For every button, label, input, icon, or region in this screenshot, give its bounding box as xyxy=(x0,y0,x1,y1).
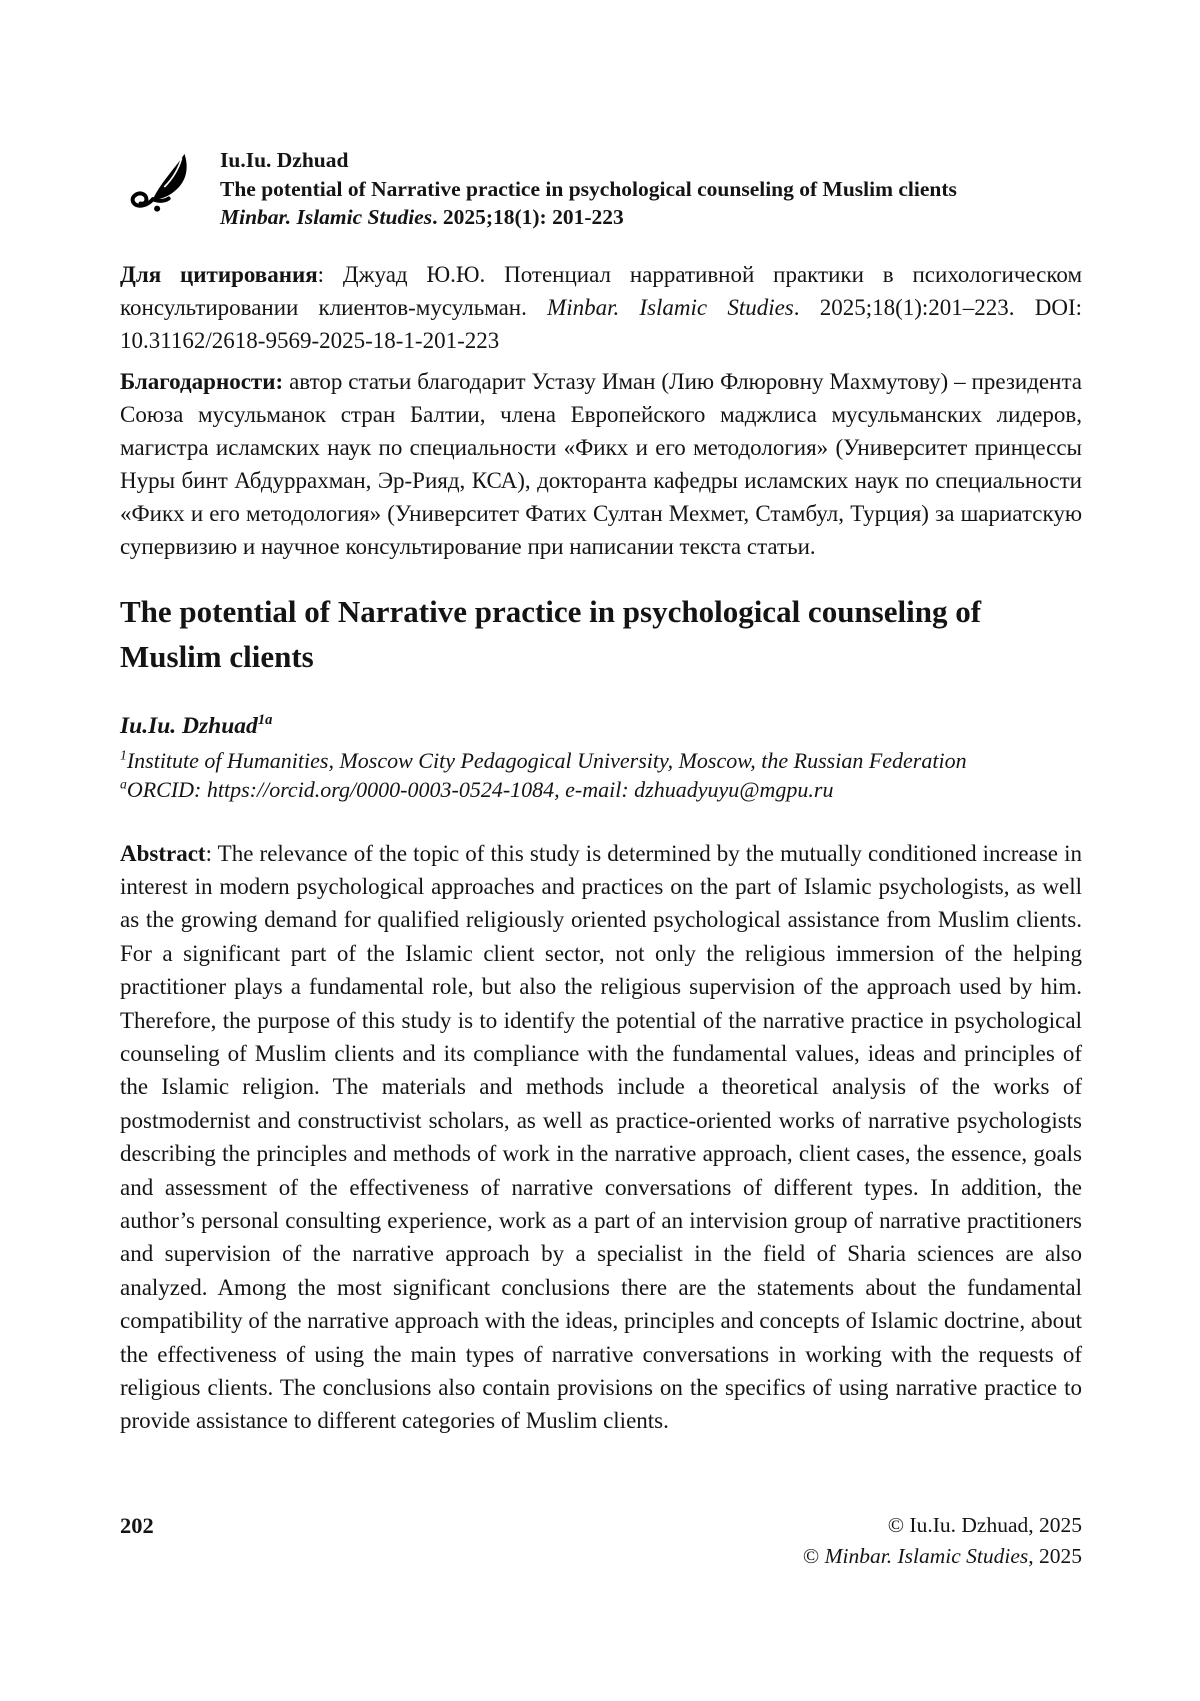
page-content xyxy=(120,0,1082,1438)
running-head-text xyxy=(220,146,957,232)
running-head-title: The potential of Narrative practice in psychological counseling of Muslim clients xyxy=(220,176,957,201)
copyright-block xyxy=(803,1510,1082,1572)
running-head xyxy=(120,146,1082,232)
affiliation-line: $^1$Institute of Humanities, Moscow City Pedagogical University, Moscow, the Russian Federation xyxy=(120,747,967,773)
citation-paragraph: Для цитирования: Джуад Ю.Ю. Потенциал нарративной практики в психологическом консультировании клиентов-мусульман. Minbar. Islamic Studies. 2025;18(1):201–223. DOI: 10.31162/2618-9569-2025-18-1-201-223 xyxy=(120,261,1083,353)
page-footer xyxy=(120,1510,1082,1572)
acknowledgments-paragraph: Благодарности: автор статьи благодарит Устазу Иман (Лию Флюровну Махмутову) – президента Союза мусульманок стран Балтии, члена Европейского маджлиса мусульманских лидеров, магистра исламских наук по специальности «Фикх и его методология» (Университет принцессы Нуры бинт Абдуррахман, Эр-Рияд, КСА), докторанта кафедры исламских наук по специальности «Фикх и его методология» (Университет Фатих Султан Мехмет, Стамбул, Турция) за шариатскую супервизию и научное консультирование при написании текста статьи. xyxy=(120,368,1082,559)
article-author: Iu.Iu. Dzhuad$^{1a}$ xyxy=(120,711,273,739)
copyright-author-line: © Iu.Iu. Dzhuad, 2025 xyxy=(887,1513,1082,1537)
minbar-calligraphy-logo-icon xyxy=(120,146,200,228)
article-title: The potential of Narrative practice in psychological counseling of Muslim clients xyxy=(120,593,982,674)
page-number: 202 xyxy=(120,1513,154,1538)
orcid-email-line: $^a$ORCID: https://orcid.org/0000-0003-0524-1084, e-mail: dzhuadyuyu@mgpu.ru xyxy=(120,776,834,802)
author-affiliation-block xyxy=(120,746,1082,804)
running-head-author: Iu.Iu. Dzhuad xyxy=(220,148,349,172)
running-head-journal: Minbar. Islamic Studies. 2025;18(1): 201-223 xyxy=(220,205,624,229)
abstract-paragraph: Abstract: The relevance of the topic of this study is determined by the mutually conditioned increase in interest in modern psychological approaches and practices on the part of Islamic psychologists, as well as the growing demand for qualified religiously oriented psychological assistance from Muslim clients. For a significant part of the Islamic client sector, not only the religious immersion of the helping practitioner plays a fundamental role, but also the religious supervision of the approach used by him. Therefore, the purpose of this study is to identify the potential of the narrative practice in psychological counseling of Muslim clients and its compliance with the fundamental values, ideas and principles of the Islamic religion. The materials and methods include a theoretical analysis of the works of postmodernist and constructivist scholars, as well as practice-oriented works of narrative psychologists describing the principles and methods of work in the narrative approach, client cases, the essence, goals and assessment of the effectiveness of narrative conversations of different types. In addition, the author’s personal consulting experience, work as a part of an intervision group of narrative practitioners and supervision of the narrative approach by a specialist in the field of Sharia sciences are also analyzed. Among the most significant conclusions there are the statements about the fundamental compatibility of the narrative approach with the ideas, principles and concepts of Islamic doctrine, about the effectiveness of using the main types of narrative conversations in working with the requests of religious clients. The conclusions also contain provisions on the specifics of using narrative practice to provide assistance to different categories of Muslim clients. xyxy=(120,840,1082,1434)
copyright-journal-line: © Minbar. Islamic Studies, 2025 xyxy=(802,1544,1082,1568)
